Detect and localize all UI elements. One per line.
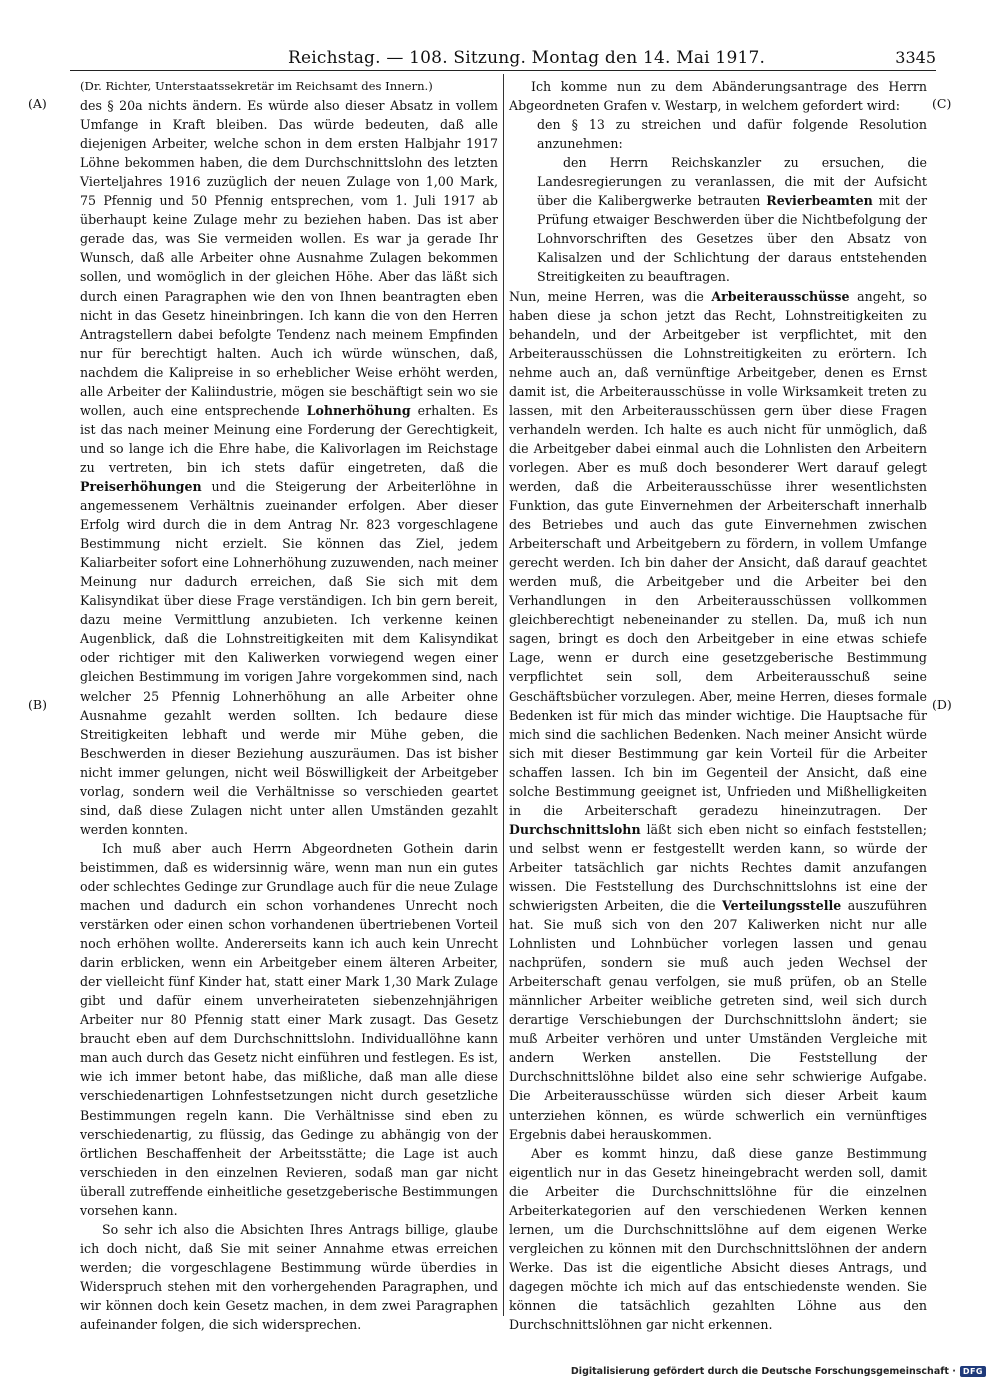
page-number: 3345 xyxy=(895,48,936,67)
emphasis-verteilungsstelle: Verteilungsstelle xyxy=(721,898,842,914)
emphasis-preiserhoehungen: Preiserhöhungen xyxy=(80,478,202,494)
margin-marker-a: (A) xyxy=(28,96,47,111)
emphasis-arbeiterausschuesse: Arbeiterausschüsse xyxy=(711,288,850,304)
margin-marker-c: (C) xyxy=(932,96,952,111)
resolution-quote: den Herrn Reichskanzler zu ersuchen, die Landesregierungen zu veranlassen, die mit der Aufsicht über die Kalibergwerke betrauten Revierbeamten mit der Prüfung etwaiger Beschwerden über die Nichtbefolgung der Lohnvorschriften des Gesetzes über den Absatz von Kalisalzen und der Schlichtung der daraus entstehenden Streitigkeiten zu beauftragen. xyxy=(537,155,927,285)
paragraph: Ich muß aber auch Herrn Abgeordneten Gothein darin beistimmen, daß es widersinnig wäre, wenn man nun ein gutes oder schlechtes Gedinge zur Grundlage auch für die neue Zulage machen und dadurch ein schon vorhandenes Unrecht noch verstärken oder einen schon vorhandenen übertriebenen Vorteil noch erhöhen wollte. Andererseits kann ich auch kein Unrecht darin erblicken, wenn ein Arbeitgeber einem älteren Arbeiter, der vielleicht fünf Kinder hat, statt einer Mark 1,30 Mark Zulage gibt und dafür einem unverheirateten siebenzehnjährigen Arbeiter nur 80 Pfennig statt einer Mark zusagt. Das Gesetz braucht eben auf dem Durchschnittslohn. Individuallöhne kann man auch durch das Gesetz nicht einführen und festlegen. Es ist, wie ich immer betont habe, das mißliche, daß man alle diese verschiedenartigen Lohnfestsetzungen nicht durch gesetzliche Bestimmungen regeln kann. Die Verhältnisse sind eben zu verschiedenartig, zu flüssig, das Gedinge zu abhängig von der örtlichen Beschaffenheit der Arbeitsstätte; die Lage ist auch verschieden in den einzelnen Revieren, sodaß man gar nicht überall zutreffende einheitliche gesetzgeberische Bestimmungen vorsehen kann. xyxy=(80,840,498,1218)
right-column xyxy=(509,77,927,1334)
dfg-logo: DFG xyxy=(960,1366,986,1377)
paragraph: des § 20a nichts ändern. Es würde also dieser Absatz in vollem Umfange in Kraft bleiben. Das würde bedeuten, daß alle diejenigen Arbeiter, welche schon in dem ersten Halbjahr 1917 Löhne bekommen haben, die dem Durchschnittslohn des letzten Vierteljahres 1916 zuzüglich der neuen Zulage von 1,00 Mark, 75 Pfennig und 50 Pfennig entsprechen, vom 1. Juli 1917 ab überhaupt keine Zulage mehr zu beziehen haben. Das ist aber gerade das, was Sie vermeiden wollen. Es war ja gerade Ihr Wunsch, daß alle Arbeiter ohne Ausnahme Zulagen bekommen sollen, und womöglich in der gleichen Höhe. Aber das läßt sich durch einen Paragraphen wie den von Ihnen beantragten eben nicht in das Gesetz hineinbringen. Ich kann die von den Herren Antragstellern dabei befolgte Tendenz nach meinem Empfinden nur für berechtigt halten. Auch ich würde wünschen, daß, nachdem die Kalipreise in so erheblicher Weise erhöht werden, alle Arbeiter der Kaliindustrie, mögen sie beschäftigt sein wo sie wollen, auch eine entsprechende Lohnerhöhung erhalten. Es ist das nach meiner Meinung eine Forderung der Gerechtigkeit, und so lange ich die Ehre habe, die Kalivorlagen im Reichstage zu vertreten, bin ich stets dafür eingetreten, daß die Preiserhöhungen und die Steigerung der Arbeiterlöhne in angemessenem Verhältnis zueinander erfolgen. Aber dieser Erfolg wird durch die in dem Antrag Nr. 823 vorgeschlagene Bestimmung nicht erzielt. Sie können das Ziel, jedem Kaliarbeiter sofort eine Lohnerhöhung zuzuwenden, nach meiner Meinung nur dadurch erreichen, daß Sie sich mit dem Kalisyndikat über diese Frage verständigen. Ich bin gern bereit, dazu meine Vermittlung anzubieten. Ich verkenne keinen Augenblick, daß die Lohnstreitigkeiten mit dem Kalisyndikat oder richtiger mit den Kaliwerken vorwiegend wegen einer gleichen Bestimmung im vorigen Jahre vorgekommen sind, nach welcher 25 Pfennig Lohnerhöhung an alle Arbeiter ohne Ausnahme gezahlt werden sollten. Ich bedaure diese Streitigkeiten lebhaft und werde mir Mühe geben, die Beschwerden in dieser Beziehung auszuräumen. Das ist bisher nicht immer gelungen, nicht weil Böswilligkeit der Arbeitgeber vorlag, sondern weil die Verhältnisse so verschieden geartet sind, daß diese Zulagen nicht unter allen Umständen gezahlt werden konnten. xyxy=(80,98,498,837)
column-divider xyxy=(503,74,504,1316)
paragraph: Ich komme nun zu dem Abänderungsantrage des Herrn Abgeordneten Grafen v. Westarp, in welchem gefordert wird: xyxy=(509,79,927,114)
margin-marker-d: (D) xyxy=(932,697,952,712)
paragraph: Nun, meine Herren, was die Arbeiterausschüsse angeht, so haben diese ja schon jetzt das Recht, Lohnstreitigkeiten zu behandeln, und der Arbeitgeber ist verpflichtet, mit den Arbeiterausschüssen die Lohnstreitigkeiten zu erörtern. Ich nehme auch an, daß vernünftige Arbeitgeber, denen es Ernst damit ist, die Arbeiterausschüsse in volle Wirksamkeit treten zu lassen, mit den Arbeiterausschüssen gern über diese Fragen verhandeln werden. Ich halte es auch nicht für unmöglich, daß die Arbeitgeber dabei einmal auch die Lohnlisten den Arbeitern vorlegen. Aber es muß doch besonderer Wert darauf gelegt werden, daß die Arbeiterausschüsse ihrer wesentlichsten Funktion, das gute Einvernehmen der Arbeiterschaft innerhalb des Betriebes und auch das gute Einvernehmen zwischen Arbeiterschaft und Arbeitgebern zu fördern, in vollem Umfange gerecht werden. Ich bin daher der Ansicht, daß darauf geachtet werden muß, die Arbeitgeber und die Arbeiter bei den Verhandlungen in den Arbeiterausschüssen vollkommen gleichberechtigt nebeneinander zu stellen. Da, muß ich nun sagen, bringt es doch den Arbeitgeber in eine etwas schiefe Lage, wenn er durch eine gesetzgeberische Bestimmung verpflichtet sein soll, dem Arbeiterausschuß seine Geschäftsbücher vorzulegen. Aber, meine Herren, dieses formale Bedenken ist für mich das minder wichtige. Die Hauptsache für mich sind die sachlichen Bedenken. Nach meiner Ansicht würde sich mit dieser Bestimmung gar kein Vorteil für die Arbeiter schaffen lassen. Ich bin im Gegenteil der Ansicht, daß eine solche Bestimmung geeignet ist, Unfrieden und Mißhelligkeiten in die Arbeiterschaft geradezu hineinzutragen. Der Durchschnittslohn läßt sich eben nicht so einfach feststellen; und selbst wenn er festgestellt werden kann, so würde der Arbeiter tatsächlich gar nichts Rechtes damit anzufangen wissen. Die Feststellung des Durchschnittslohns ist eine der schwierigsten Arbeiten, die die Verteilungsstelle auszuführen hat. Sie muß sich von den 207 Kaliwerken nicht nur alle Lohnlisten und Lohnbücher vorlegen lassen und genau nachprüfen, sondern sie muß auch jeden Wechsel der Arbeiterschaft genau verfolgen, sie muß prüfen, ob an Stelle männlicher Arbeiter weibliche getreten sind, weil sich durch derartige Verschiebungen der Durchschnittslohn ändert; sie muß Arbeiter verhören und unter Umständen Vergleiche mit andern Werken anstellen. Die Feststellung der Durchschnittslöhne bildet also eine sehr schwierige Aufgabe. Die Arbeiterausschüsse würden sich dieser Arbeit kaum unterziehen können, es würde schwerlich ein vernünftiges Ergebnis dabei herauskommen. xyxy=(509,288,927,1142)
left-column xyxy=(80,77,498,1334)
amendment-quote: den § 13 zu streichen und dafür folgende Resolution anzunehmen: xyxy=(537,117,927,152)
digitization-credit xyxy=(571,1366,986,1377)
emphasis-revierbeamten: Revierbeamten xyxy=(766,193,873,209)
credit-text: Digitalisierung gefördert durch die Deutsche Forschungsgemeinschaft · xyxy=(570,1366,956,1377)
paragraph: Aber es kommt hinzu, daß diese ganze Bestimmung eigentlich nur in das Gesetz hineingebracht werden soll, damit die Arbeiter die Durchschnittslöhne für die einzelnen Arbeiterkategorien auf den verschiedenen Werken kennen lernen, um die Durchschnittslöhne auf dem eigenen Werke vergleichen zu können mit den Durchschnittslöhnen der andern Werke. Das ist die eigentliche Absicht dieses Antrags, und dagegen möchte ich mich auf das entschiedenste wenden. Sie können die tatsächlich gezahlten Löhne aus den Durchschnittslöhnen gar nicht erkennen. xyxy=(509,1145,927,1333)
emphasis-durchschnittslohn: Durchschnittslohn xyxy=(509,821,641,837)
speaker-attribution: (Dr. Richter, Unterstaatssekretär im Reichsamt des Innern.) xyxy=(80,79,433,93)
margin-marker-b: (B) xyxy=(28,697,47,712)
page-header xyxy=(70,46,936,71)
running-title: Reichstag. — 108. Sitzung. Montag den 14. Mai 1917. xyxy=(288,48,766,68)
emphasis-lohnerhoehung: Lohnerhöhung xyxy=(306,402,411,418)
paragraph: So sehr ich also die Absichten Ihres Antrags billige, glaube ich doch nicht, daß Sie mit seiner Annahme etwas erreichen werden; die vorgeschlagene Bestimmung würde überdies in Widerspruch stehen mit den vorhergehenden Paragraphen, und wir können doch kein Gesetz machen, in dem zwei Paragraphen aufeinander folgen, die sich widersprechen. xyxy=(80,1221,498,1333)
